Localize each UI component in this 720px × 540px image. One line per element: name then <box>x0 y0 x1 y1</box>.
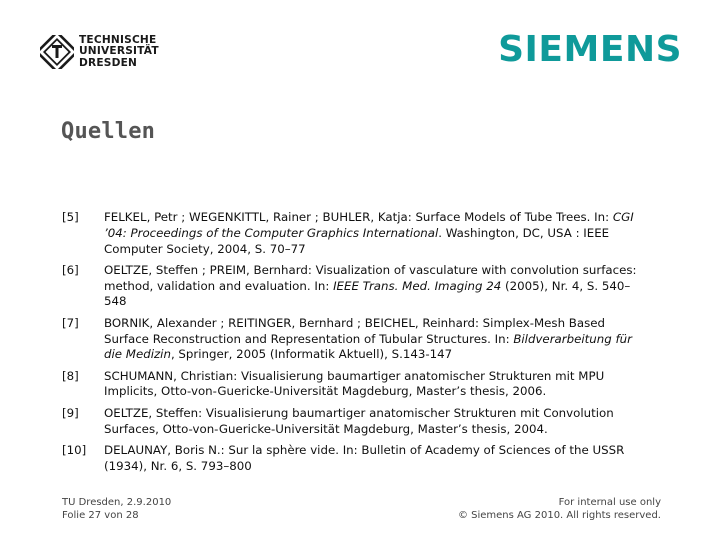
reference-text <box>104 210 652 257</box>
footer-right <box>458 496 661 522</box>
reference-source-italic: CGI ’04: Proceedings of the Computer Graphics International <box>104 210 634 240</box>
reference-number: [5] <box>62 210 79 224</box>
reference-item <box>62 443 652 475</box>
reference-item <box>62 210 652 257</box>
reference-item <box>62 263 652 310</box>
reference-text <box>104 369 652 401</box>
reference-text-part: OELTZE, Steffen ; PREIM, Bernhard: Visualization of vasculature with convolution surfaces: method, validation and evaluation. In: <box>104 262 637 293</box>
reference-item <box>62 369 652 401</box>
tud-emblem-icon <box>40 35 74 69</box>
reference-list <box>62 210 652 480</box>
reference-text-part: OELTZE, Steffen: Visualisierung baumartiger anatomischer Strukturen mit Convolution Surfaces, Otto-von-Guericke-Universität Magdeburg, Master’s thesis, 2004. <box>104 405 614 436</box>
reference-source-italic: Bildverarbeitung für die Medizin <box>104 331 632 362</box>
reference-text <box>104 406 652 438</box>
tud-logo <box>40 33 170 71</box>
reference-text <box>104 263 652 310</box>
tud-line-3: DRESDEN <box>79 56 138 69</box>
siemens-logo: SIEMENS <box>498 29 682 70</box>
reference-item <box>62 316 652 363</box>
reference-number: [6] <box>62 262 79 277</box>
tud-line-1: TECHNISCHE <box>79 34 157 46</box>
page-title: Quellen <box>61 119 156 144</box>
tud-line-2: UNIVERSITÄT <box>79 45 159 58</box>
footer-slide-number: Folie 27 von 28 <box>62 510 139 521</box>
reference-text-part: SCHUMANN, Christian: Visualisierung baumartiger anatomischer Strukturen mit MPU Implicits, Otto-von-Guericke-Universität Magdeburg, Master’s thesis, 2006. <box>104 368 605 399</box>
reference-text-part: . Washington, DC, USA : IEEE Computer Society, 2004, S. 70–77 <box>104 225 610 256</box>
reference-number: [10] <box>62 442 87 457</box>
reference-text-part: DELAUNAY, Boris N.: Sur la sphère vide. In: Bulletin of Academy of Sciences of the USSR (1934), Nr. 6, S. 793–800 <box>104 442 625 473</box>
footer-internal-note: For internal use only <box>558 497 661 508</box>
reference-text <box>104 316 652 363</box>
footer-date: TU Dresden, 2.9.2010 <box>62 497 172 508</box>
reference-text-part: (2005), Nr. 4, S. 540–548 <box>104 278 631 309</box>
reference-item <box>62 406 652 438</box>
reference-text <box>104 443 652 475</box>
reference-source-italic: IEEE Trans. Med. Imaging 24 <box>333 278 502 293</box>
reference-number: [9] <box>62 405 79 420</box>
reference-text-part: , Springer, 2005 (Informatik Aktuell), S.143-147 <box>170 347 453 362</box>
reference-number: [7] <box>62 315 79 330</box>
tud-wordmark <box>79 35 159 69</box>
reference-text-part: BORNIK, Alexander ; REITINGER, Bernhard ; BEICHEL, Reinhard: Simplex-Mesh Based Surface Reconstruction and Representation of Tubular Structures. In: <box>104 315 606 346</box>
footer-copyright: © Siemens AG 2010. All rights reserved. <box>457 510 661 521</box>
footer-left <box>62 496 171 522</box>
reference-number: [8] <box>62 368 79 383</box>
reference-text-part: FELKEL, Petr ; WEGENKITTL, Rainer ; BUHLER, Katja: Surface Models of Tube Trees. In: <box>104 210 613 224</box>
